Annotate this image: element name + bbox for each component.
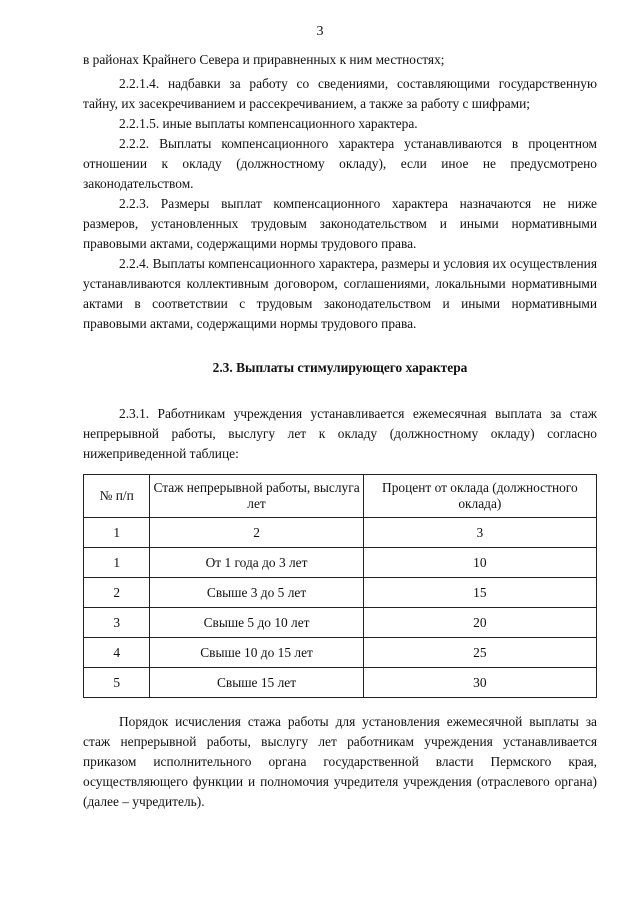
document-body <box>83 50 597 812</box>
table-row <box>84 518 597 548</box>
table-row <box>84 608 597 638</box>
table-cell: 5 <box>84 668 150 698</box>
paragraph-continuation: в районах Крайнего Севера и приравненных к ним местностях; <box>83 52 445 67</box>
table-cell: 1 <box>84 548 150 578</box>
table-cell: 20 <box>363 608 596 638</box>
table-cell: 3 <box>84 608 150 638</box>
table-header-row <box>84 475 597 518</box>
seniority-pay-table <box>83 474 597 698</box>
table-cell: Свыше 10 до 15 лет <box>150 638 363 668</box>
table-row <box>84 548 597 578</box>
table-cell: 1 <box>84 518 150 548</box>
table-row <box>84 578 597 608</box>
table-cell: 25 <box>363 638 596 668</box>
header-seniority: Стаж непрерывной работы, выслуга лет <box>150 475 363 518</box>
table-cell: 2 <box>84 578 150 608</box>
page-number: 3 <box>316 24 324 39</box>
table-cell: 30 <box>363 668 596 698</box>
table-cell: Свыше 15 лет <box>150 668 363 698</box>
paragraph-2-2-3: 2.2.3. Размеры выплат компенсационного характера назначаются не ниже размеров, установленных трудовым законодательством и иными нормативными правовыми актами, содержащими нормы трудового права. <box>83 196 597 251</box>
table-cell: Свыше 5 до 10 лет <box>150 608 363 638</box>
table-row <box>84 668 597 698</box>
table-cell: 3 <box>363 518 596 548</box>
paragraph-2-2-2: 2.2.2. Выплаты компенсационного характера устанавливаются в процентном отношении к окладу (должностному окладу), если иное не предусмотрено законодательством. <box>83 136 597 191</box>
table-cell: 10 <box>363 548 596 578</box>
header-percent: Процент от оклада (должностного оклада) <box>363 475 596 518</box>
paragraph-2-2-1-4: 2.2.1.4. надбавки за работу со сведениями, составляющими государственную тайну, их засекречиванием и рассекречиванием, а также за работу с шифрами; <box>83 76 597 111</box>
table-cell: Свыше 3 до 5 лет <box>150 578 363 608</box>
paragraph-2-2-1-5: 2.2.1.5. иные выплаты компенсационного характера. <box>119 116 418 131</box>
table-cell: 15 <box>363 578 596 608</box>
paragraph-2-3-1: 2.3.1. Работникам учреждения устанавливается ежемесячная выплата за стаж непрерывной работы, выслугу лет к окладу (должностному окладу) согласно нижеприведенной таблице: <box>83 406 597 461</box>
paragraph-seniority-procedure: Порядок исчисления стажа работы для установления ежемесячной выплаты за стаж непрерывной работы, выслугу лет работникам учреждения устанавливается приказом исполнительного органа государственной власти Пермского края, осуществляющего функции и полномочия учредителя учреждения (отраслевого органа) (далее – учредитель). <box>83 714 597 809</box>
table-cell: От 1 года до 3 лет <box>150 548 363 578</box>
section-heading: 2.3. Выплаты стимулирующего характера <box>212 360 468 375</box>
table-row <box>84 638 597 668</box>
header-number: № п/п <box>84 475 150 518</box>
paragraph-2-2-4: 2.2.4. Выплаты компенсационного характера, размеры и условия их осуществления устанавливаются коллективным договором, соглашениями, локальными нормативными актами в соответствии с трудовым законодательством и иными нормативными правовыми актами, содержащими нормы трудового права. <box>83 256 597 331</box>
table-cell: 2 <box>150 518 363 548</box>
table-cell: 4 <box>84 638 150 668</box>
